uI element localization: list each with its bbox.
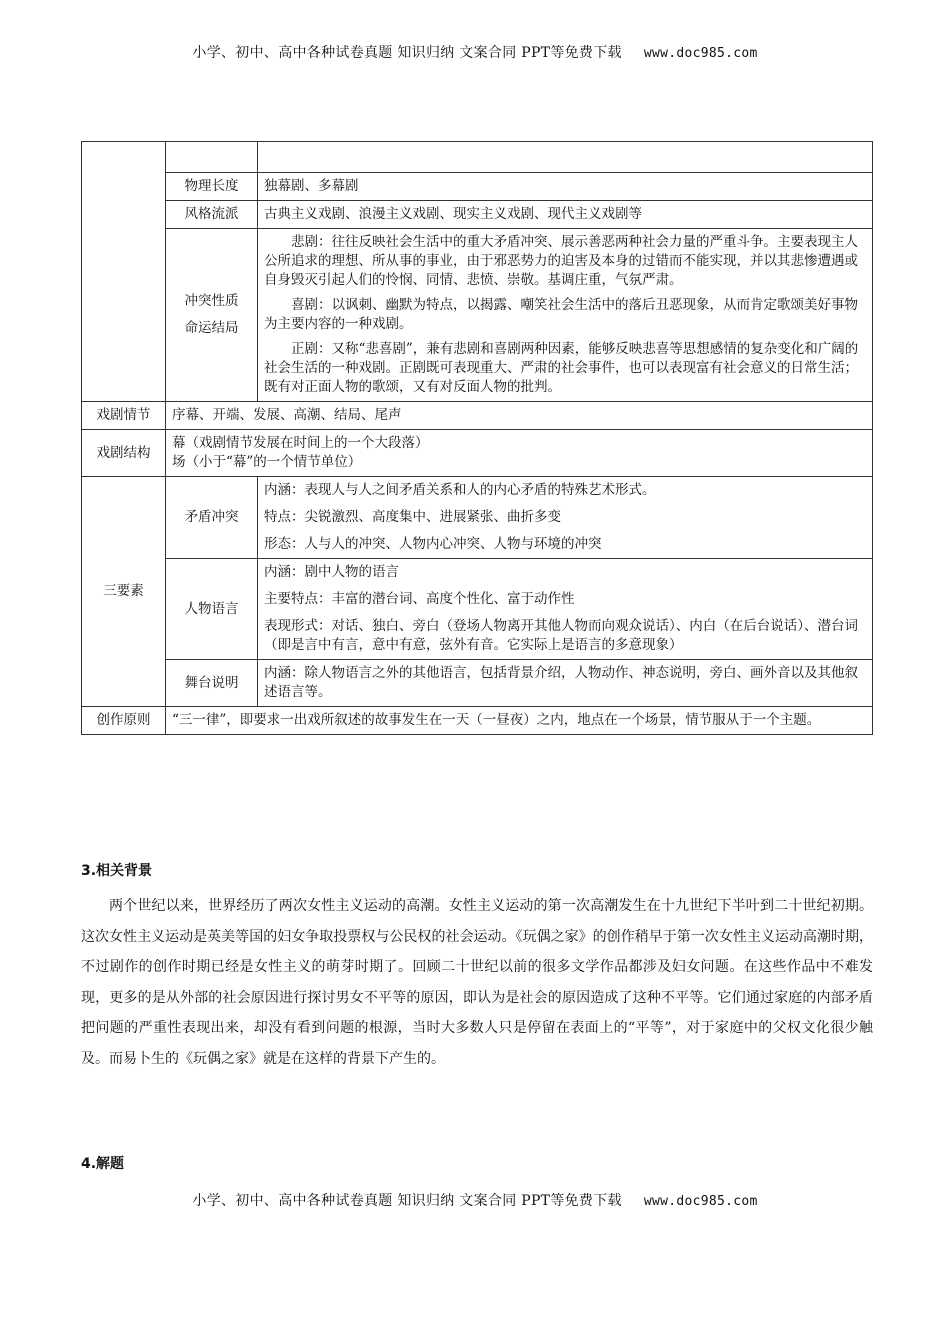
elements-label: 三要素 (82, 477, 166, 707)
structure-line-1: 幕（戏剧情节发展在时间上的一个大段落） (172, 435, 429, 451)
structure-label: 戏剧结构 (82, 430, 166, 477)
stage-value (258, 660, 873, 707)
style-label: 风格流派 (166, 201, 258, 229)
table-cell-empty (258, 142, 873, 173)
stage-line-1: 内涵：除人物语言之外的其他语言，包括背景介绍，人物动作、神态说明，旁白、画外音以及其他叙述语言等。 (264, 665, 858, 700)
section-3-body: 两个世纪以来，世界经历了两次女性主义运动的高潮。女性主义运动的第一次高潮发生在十九世纪下半叶到二十世纪初期。这次女性主义运动是英美等国的妇女争取投票权与公民权的社会运动。《玩偶之家》的创作稍早于第一次女性主义运动高潮时期，不过剧作的创作时期已经是女性主义的萌芽时期了。回顾二十世纪以前的很多文学作品都涉及妇女问题。在这些作品中不难发现，更多的是从外部的社会原因进行探讨男女不平等的原因，即认为是社会的原因造成了这种不平等。它们通过家庭的内部矛盾把问题的严重性表现出来，却没有看到问题的根源，当时大多数人只是停留在表面上的“平等”，对于家庭中的父权文化很少触及。而易卜生的《玩偶之家》就是在这样的背景下产生的。 (81, 898, 873, 1067)
structure-line-2: 场（小于“幕”的一个情节单位） (172, 454, 362, 470)
header-text: 小学、初中、高中各种试卷真题 知识归纳 文案合同 PPT等免费下载 (192, 45, 622, 61)
principle-label: 创作原则 (82, 707, 166, 735)
conflict-nature-label-1: 冲突性质 (184, 293, 239, 309)
page-footer (0, 1190, 950, 1210)
conflict-line-3: 形态：人与人的冲突、人物内心冲突、人物与环境的冲突 (264, 536, 602, 552)
conflict-value (258, 477, 873, 559)
header-url[interactable]: www.doc985.com (643, 46, 758, 61)
conflict-label: 矛盾冲突 (166, 477, 258, 559)
footer-text: 小学、初中、高中各种试卷真题 知识归纳 文案合同 PPT等免费下载 (192, 1193, 622, 1209)
drama-text: 正剧：又称“悲喜剧”，兼有悲剧和喜剧两种因素，能够反映悲喜等思想感情的复杂变化和广阔的社会生活的一种戏剧。正剧既可表现重大、严肃的社会事件，也可以表现富有社会意义的日常生活；既有对正面人物的歌颂，又有对反面人物的批判。 (264, 341, 859, 395)
conflict-nature-label (166, 229, 258, 402)
length-label: 物理长度 (166, 173, 258, 201)
language-label: 人物语言 (166, 559, 258, 660)
conflict-line-1: 内涵：表现人与人之间矛盾关系和人的内心矛盾的特殊艺术形式。 (264, 482, 656, 498)
section-3-title: 3.相关背景 (81, 863, 153, 879)
tragedy-text: 悲剧：往往反映社会生活中的重大矛盾冲突、展示善恶两种社会力量的严重斗争。主要表现主人公所追求的理想、所从事的事业，由于邪恶势力的迫害及本身的过错而不能实现，并以其悲惨遭遇或自身毁灭引起人们的怜悯、同情、悲愤、崇敬。基调庄重，气氛严肃。 (264, 234, 858, 288)
table-row (82, 559, 873, 660)
table-row (82, 707, 873, 735)
plot-label: 戏剧情节 (82, 402, 166, 430)
footer-url[interactable]: www.doc985.com (643, 1194, 758, 1209)
table-row (82, 477, 873, 559)
table-row (82, 402, 873, 430)
drama-knowledge-table (81, 141, 873, 735)
principle-value: “三一律”，即要求一出戏所叙述的故事发生在一天（一昼夜）之内，地点在一个场景，情节服从于一个主题。 (166, 707, 873, 735)
comedy-text: 喜剧：以讽刺、幽默为特点，以揭露、嘲笑社会生活中的落后丑恶现象，从而肯定歌颂美好事物为主要内容的一种戏剧。 (264, 297, 858, 332)
structure-value (166, 430, 873, 477)
language-value (258, 559, 873, 660)
table-row (82, 660, 873, 707)
stage-label: 舞台说明 (166, 660, 258, 707)
table-row (82, 201, 873, 229)
table-row (82, 229, 873, 402)
conflict-line-2: 特点：尖锐激烈、高度集中、进展紧张、曲折多变 (264, 509, 561, 525)
section-4-title: 4.解题 (81, 1156, 125, 1172)
conflict-nature-value (258, 229, 873, 402)
table-row (82, 142, 873, 173)
conflict-nature-label-2: 命运结局 (184, 320, 239, 336)
table-row (82, 430, 873, 477)
plot-value: 序幕、开端、发展、高潮、结局、尾声 (166, 402, 873, 430)
language-line-3: 表现形式：对话、独白、旁白（登场人物离开其他人物而向观众说话）、内白（在后台说话）、潜台词（即是言中有言，意中有意，弦外有音。它实际上是语言的多意现象） (264, 618, 858, 653)
length-value: 独幕剧、多幕剧 (258, 173, 873, 201)
table-cell-empty (166, 142, 258, 173)
table-row (82, 173, 873, 201)
page-header (0, 42, 950, 62)
language-line-2: 主要特点：丰富的潜台词、高度个性化、富于动作性 (264, 591, 575, 607)
style-value: 古典主义戏剧、浪漫主义戏剧、现实主义戏剧、现代主义戏剧等 (258, 201, 873, 229)
table-cell-empty (82, 142, 166, 402)
language-line-1: 内涵：剧中人物的语言 (264, 564, 399, 580)
